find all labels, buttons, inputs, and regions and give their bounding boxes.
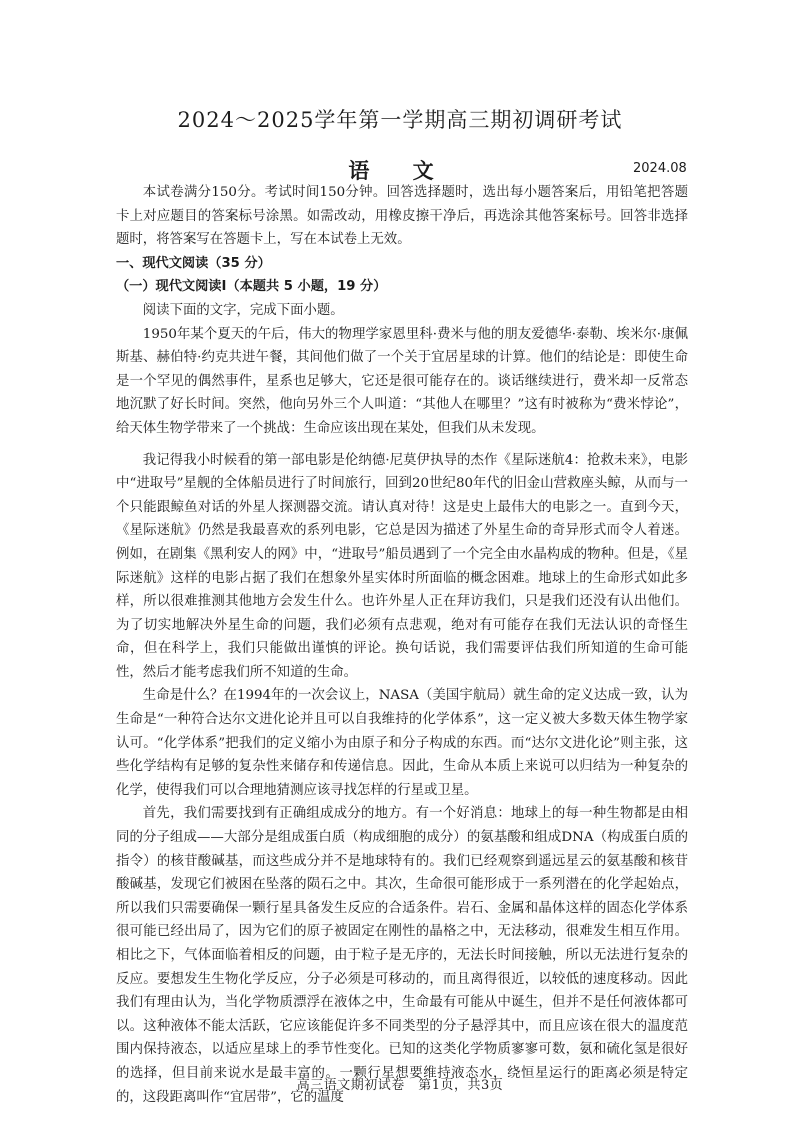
reading-prompt: 阅读下面的文字，完成下面小题。 bbox=[142, 302, 344, 318]
subject-title: 语 文 bbox=[348, 158, 452, 183]
instructions: 本试卷满分150分。考试时间150分钟。回答选择题时，选出每小题答案后，用铅笔把答题卡上对应题目的答案标号涂黑。如需改动，用橡皮擦干净后，再选涂其他答案标号。回答非选择题时，将答案写在答题卡上，写在本试卷上无效。 bbox=[116, 185, 688, 248]
subsection-heading: （一）现代文阅读Ⅰ（本题共 5 小题，19 分） bbox=[116, 279, 387, 295]
passage-paragraph-2: 我记得我小时候看的第一部电影是伦纳德·尼莫伊执导的杰作《星际迷航4：抢救未来》，电影中“进取号”星舰的全体船员进行了时间旅行，回到20世纪80年代的旧金山营救座头鲸，从而与一个只能跟鲸鱼对话的外星人探测器交流。请认真对待！这是史上最伟大的电影之一。直到今天，《星际迷航》仍然是我最喜欢的系列电影，它总是因为描述了外星生命的奇异形式而令人着迷。例如，在剧集《黑利安人的网》中，“进取号”船员遇到了一个完全由水晶构成的物种。但是，《星际迷航》这样的电影占据了我们在想象外星实体时所面临的概念困难。地球上的生命形式如此多样，所以很难推测其他地方会发生什么。也许外星人正在拜访我们，只是我们还没有认出他们。为了切实地解决外星生命的问题，我们必须有点悲观，绝对有可能存在我们无法认识的奇怪生命，但在科学上，我们只能做出谨慎的评论。换句话说，我们需要评估我们所知道的生命可能性，然后才能考虑我们所不知道的生命。 bbox=[116, 452, 688, 680]
exam-title: 2024～2025学年第一学期高三期初调研考试 bbox=[177, 108, 623, 132]
passage-paragraph-1: 1950年某个夏天的午后，伟大的物理学家恩里科·费米与他的朋友爱德华·泰勒、埃米尔·康佩斯基、赫伯特·约克共进午餐，其间他们做了一个关于宜居星球的计算。他们的结论是：即使生命是一个罕见的偶然事件，星系也足够大，它还是很可能存在的。谈话继续进行，费米却一反常态地沉默了好长时间。突然，他向另外三个人叫道：“其他人在哪里？”这有时被称为“费米悖论”，给天体生物学带来了一个挑战：生命应该出现在某处，但我们从未发现。 bbox=[116, 326, 688, 436]
passage-paragraph-3: 生命是什么？在1994年的一次会议上，NASA（美国宇航局）就生命的定义达成一致，认为生命是“一种符合达尔文进化论并且可以自我维持的化学体系”，这一定义被大多数天体生物学家认可。“化学体系”把我们的定义缩小为由原子和分子构成的东西。而“达尔文进化论”则主张，这些化学结构有足够的复杂性来储存和传递信息。因此，生命从本质上来说可以归结为一种复杂的化学，使得我们可以合理地猜测应该寻找怎样的行星或卫星。 bbox=[116, 688, 688, 798]
passage-paragraph-4: 首先，我们需要找到有正确组成成分的地方。有一个好消息：地球上的每一种生物都是由相同的分子组成——大部分是组成蛋白质（构成细胞的成分）的氨基酸和组成DNA（构成蛋白质的指令）的核苷酸碱基，而这些成分并不是地球特有的。我们已经观察到遥远星云的氨基酸和核苷酸碱基，发现它们被困在坠落的陨石之中。其次，生命很可能形成于一系列潜在的化学起始点，所以我们只需要确保一颗行星具备发生反应的合适条件。岩石、金属和晶体这样的固态化学体系很可能已经出局了，因为它们的原子被固定在刚性的晶格之中，无法移动，很难发生相互作用。相比之下，气体面临着相反的问题，由于粒子是无序的，无法长时间接触，所以无法进行复杂的反应。要想发生生物化学反应，分子必须是可移动的，而且离得很近，以较低的速度移动。因此我们有理由认为，当化学物质漂浮在液体之中，生命最有可能从中诞生，但并不是任何液体都可以。这种液体不能太活跃，它应该能促许多不同类型的分子悬浮其中，而且应该在很大的温度范围内保持液态，以适应星球上的季节性变化。已知的这类化学物质寥寥可数，氨和硫化氢是很好的选择，但目前来说水是最丰富的。一颗行星想要维持液态水，绕恒星运行的距离必须是特定的，这段距离叫作“宜居带”，它的温度 bbox=[116, 806, 688, 1105]
exam-content bbox=[116, 181, 688, 1109]
section-heading: 一、现代文阅读（35 分） bbox=[116, 255, 271, 271]
page-footer: 高三语文期初试卷 第1页，共3页 bbox=[296, 1078, 504, 1093]
exam-date: 2024.08 bbox=[633, 161, 687, 176]
